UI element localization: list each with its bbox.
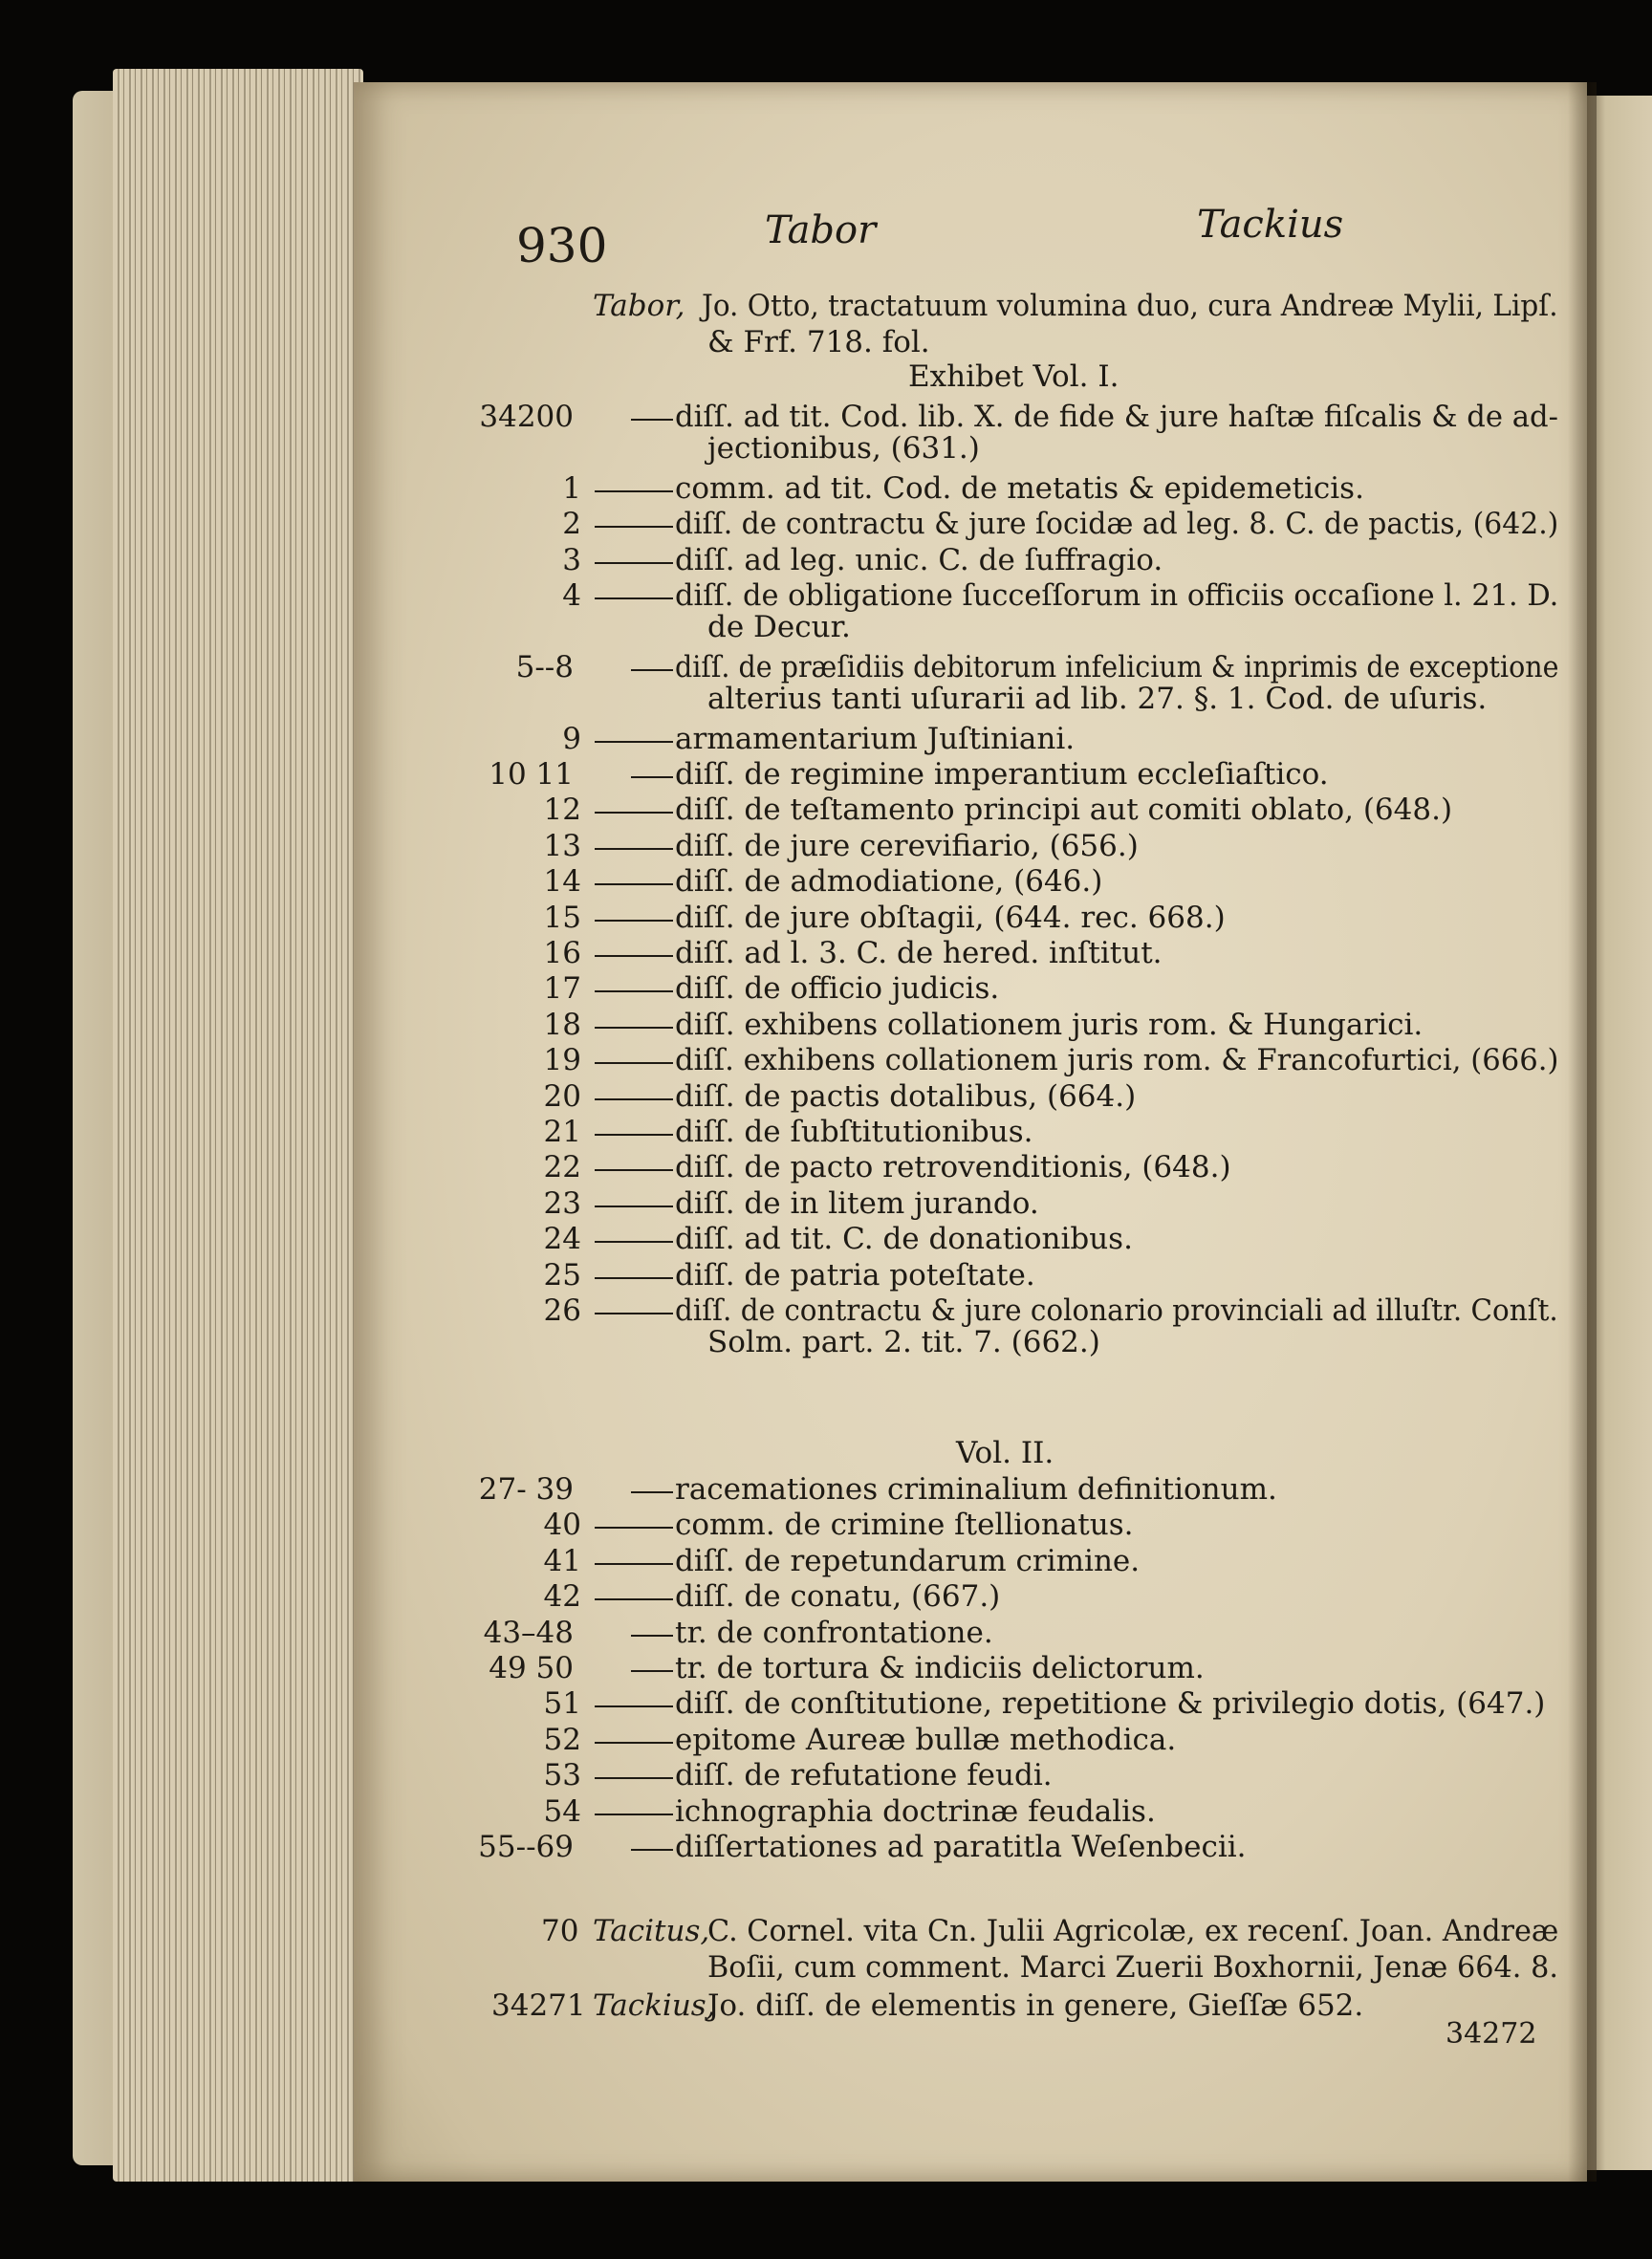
entry-text: diſſ. ad l. 3. C. de hered. inſtitut. [675, 936, 1163, 970]
entry-number: 25 [543, 1257, 581, 1292]
entry-dash [595, 1742, 673, 1744]
vol1-heading: Exhibet Vol. I. [908, 359, 1119, 394]
entry-text: diſſ. de repetundarum crimine. [675, 1543, 1141, 1578]
entry-dash [595, 920, 673, 922]
entry-dash [631, 776, 673, 778]
entry-dash [595, 1563, 673, 1565]
entry-number: 1 [562, 470, 581, 506]
entry-number: 10 11 [489, 757, 574, 792]
entry-text: diſſertationes ad paratitla Weſenbecii. [675, 1830, 1247, 1864]
entry-text: diſſ. exhibens collationem juris rom. & Hungarici. [675, 1007, 1424, 1042]
entry-dash [595, 1527, 673, 1529]
entry-dash [595, 597, 673, 599]
entry-dash [631, 669, 673, 671]
entry-text: diſſ. de pacto retrovenditionis, (648.) [675, 1150, 1231, 1185]
entry-dash [631, 1491, 673, 1493]
entry-number: 51 [543, 1686, 581, 1722]
intro-line2: & Frf. 718. fol. [707, 325, 930, 359]
running-head-left: Tabor [765, 208, 877, 252]
entry-text: diſſ. de regimine imperantium eccleſiaſtico. [675, 757, 1329, 792]
entry-continuation: alterius tanti uſurarii ad lib. 27. §. 1. Cod. de uſuris. [707, 682, 1488, 717]
intro-author: Tabor, [593, 289, 685, 323]
entry-number: 53 [543, 1758, 581, 1793]
entry-number: 42 [543, 1579, 581, 1615]
entry-text: comm. de crimine ſtellionatus. [675, 1508, 1134, 1543]
catchword: 34272 [1446, 2017, 1537, 2051]
entry-dash [595, 1206, 673, 1207]
entry-text: tr. de tortura & indiciis delictorum. [675, 1651, 1205, 1685]
entry-text: armamentarium Juſtiniani. [675, 721, 1076, 756]
entry-text: diſſ. de jure cerevifiario, (656.) [675, 828, 1139, 863]
entry-number: 13 [543, 828, 581, 863]
entry-dash [595, 1169, 673, 1171]
entry-dash [631, 419, 673, 421]
entry-number: 12 [543, 793, 581, 828]
entry-number: 3 [562, 542, 581, 577]
entry-dash [595, 1027, 673, 1029]
entry-text: diſſ. de pactis dotalibus, (664.) [675, 1078, 1137, 1114]
entry-dash [595, 490, 673, 492]
entry-dash [595, 883, 673, 885]
entry-number: 40 [543, 1508, 581, 1543]
entry-dash [595, 1598, 673, 1600]
entry-text: ichnographia doctrinæ feudalis. [675, 1793, 1156, 1829]
entry-text: diſſ. de conatu, (667.) [675, 1579, 1001, 1615]
entry-number: 15 [543, 900, 581, 935]
entry-dash [595, 1705, 673, 1707]
entry-number: 22 [543, 1150, 581, 1185]
entry-dash [595, 526, 673, 528]
entry-text: diſſ. ad tit. C. de donationibus. [675, 1222, 1133, 1257]
gutter-shadow [1568, 82, 1597, 2182]
entry-continuation: Solm. part. 2. tit. 7. (662.) [707, 1325, 1100, 1360]
entry-number: 16 [543, 936, 581, 970]
entry-number: 5--8 [515, 649, 574, 684]
entry-number: 43–48 [483, 1615, 574, 1650]
entry-dash [595, 848, 673, 850]
entry-dash [595, 1134, 673, 1136]
entry-dash [595, 955, 673, 957]
entry-number: 20 [543, 1078, 581, 1114]
entry-text: diſſ. de patria poteſtate. [675, 1257, 1035, 1292]
entry-continuation: jectionibus, (631.) [707, 431, 980, 467]
entry-number: 52 [543, 1722, 581, 1757]
entry-dash [631, 1849, 673, 1851]
entry-text: comm. ad tit. Cod. de metatis & epidemeticis. [675, 470, 1364, 506]
entry-number: 9 [562, 721, 581, 756]
entry-number: 49 50 [489, 1651, 574, 1685]
entry-dash [595, 1277, 673, 1279]
page-edges [113, 69, 363, 2182]
entry-number: 41 [543, 1543, 581, 1578]
entry-number: 18 [543, 1007, 581, 1042]
entry-text: tr. de confrontatione. [675, 1615, 993, 1650]
entry-dash [595, 1098, 673, 1100]
entry-number: 4 [562, 578, 581, 613]
entry-number: 54 [543, 1793, 581, 1829]
entry-text: diſſ. ad leg. unic. C. de ſuffragio. [675, 542, 1163, 577]
entry-dash [595, 812, 673, 814]
entry-dash [595, 1062, 673, 1064]
entry-number: 17 [543, 971, 581, 1007]
tacitus-number: 70 [541, 1914, 579, 1948]
entry-dash [595, 562, 673, 564]
entry-number: 19 [543, 1043, 581, 1078]
entry-dash [595, 1777, 673, 1779]
entry-continuation: de Decur. [707, 610, 851, 645]
tacitus-author: Tacitus, [593, 1914, 710, 1948]
entry-dash [595, 741, 673, 743]
tacitus-line2: Boſii, cum comment. Marci Zuerii Boxhornii, Jenæ 664. 8. [707, 1950, 1558, 1985]
entry-dash [631, 1670, 673, 1672]
entry-dash [595, 1241, 673, 1243]
entry-number: 55--69 [478, 1830, 574, 1864]
entry-text: diſſ. exhibens collationem juris rom. & Francofurtici, (666.) [675, 1043, 1559, 1078]
entry-text: diſſ. de contractu & jure colonario provinciali ad illuſtr. Conſt. [675, 1293, 1558, 1328]
running-head-right: Tackius [1197, 203, 1344, 247]
entry-dash [595, 1313, 673, 1314]
entry-number: 26 [543, 1293, 581, 1328]
entry-text: diſſ. ad tit. Cod. lib. X. de fide & jure haſtæ fiſcalis & de ad- [675, 400, 1559, 434]
entry-text: diſſ. de obligatione ſucceſſorum in officiis occaſione l. 21. D. [675, 578, 1559, 613]
entry-text: diſſ. de admodiatione, (646.) [675, 864, 1103, 900]
entry-text: diſſ. de refutatione feudi. [675, 1758, 1053, 1793]
tackius-number: 34271 [491, 1988, 586, 2023]
entry-dash [595, 990, 673, 992]
entry-text: racemationes criminalium definitionum. [675, 1472, 1277, 1507]
entry-text: diſſ. de teſtamento principi aut comiti oblato, (648.) [675, 793, 1453, 828]
entry-text: epitome Aureæ bullæ methodica. [675, 1722, 1177, 1757]
page-number: 930 [516, 218, 608, 273]
intro-line1: Jo. Otto, tractatuum volumina duo, cura Andreæ Mylii, Lipſ. [702, 289, 1558, 323]
entry-text: diſſ. de conſtitutione, repetitione & privilegio dotis, (647.) [675, 1686, 1546, 1722]
entry-number: 34200 [479, 400, 574, 434]
entry-number: 2 [562, 507, 581, 542]
entry-dash [595, 1814, 673, 1815]
tackius-author: Tackius, [593, 1988, 716, 2023]
entry-number: 27- 39 [478, 1472, 574, 1507]
entry-text: diſſ. de officio judicis. [675, 971, 1000, 1007]
entry-text: diſſ. de contractu & jure ſocidæ ad leg. 8. C. de pactis, (642.) [675, 507, 1559, 542]
entry-dash [631, 1635, 673, 1637]
entry-text: diſſ. de ſubſtitutionibus. [675, 1115, 1033, 1149]
entry-text: diſſ. de jure obſtagii, (644. rec. 668.) [675, 900, 1226, 935]
entry-number: 24 [543, 1222, 581, 1257]
entry-number: 23 [543, 1185, 581, 1221]
vol2-heading: Vol. II. [956, 1436, 1054, 1470]
entry-number: 14 [543, 864, 581, 900]
entry-number: 21 [543, 1115, 581, 1149]
tackius-text: Jo. diſſ. de elementis in genere, Gieſſæ 652. [707, 1988, 1364, 2023]
tacitus-line1: C. Cornel. vita Cn. Julii Agricolæ, ex recenſ. Joan. Andreæ [707, 1914, 1559, 1948]
entry-text: diſſ. de præſidiis debitorum infelicium & inprimis de exceptione [675, 649, 1559, 684]
entry-text: diſſ. de in litem jurando. [675, 1185, 1039, 1221]
